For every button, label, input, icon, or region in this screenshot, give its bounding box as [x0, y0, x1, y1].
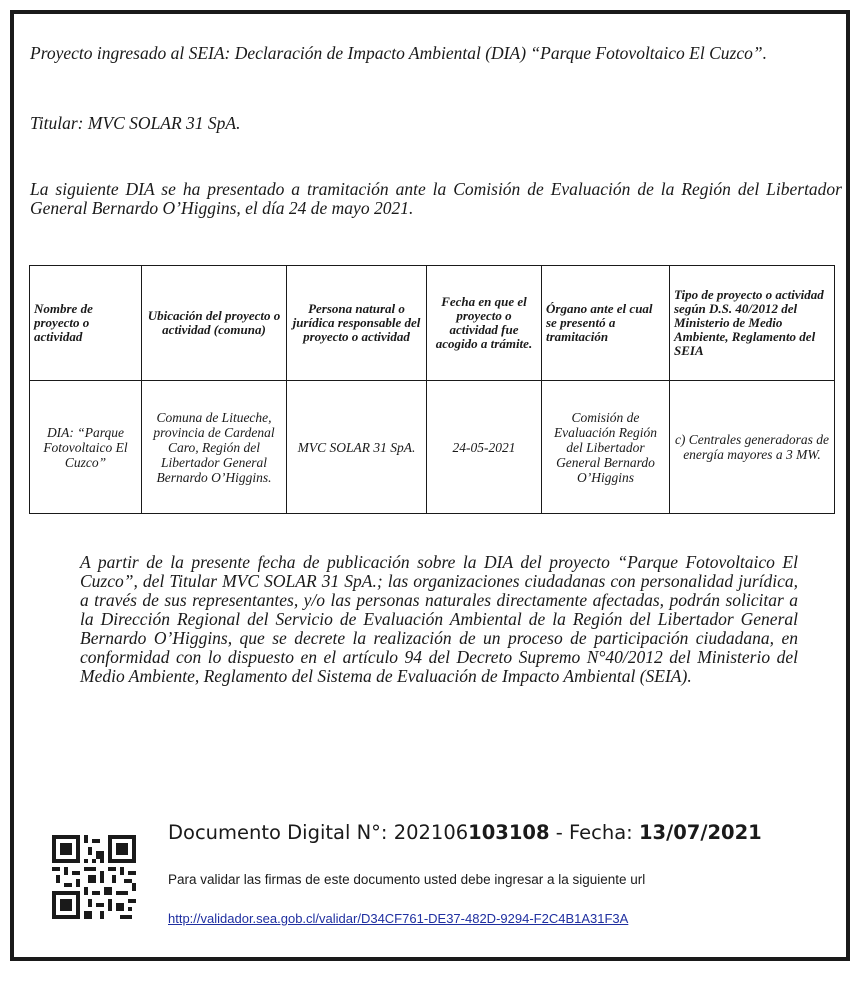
table-cell: Comisión de Evaluación Región del Libertador General Bernardo O’Higgins [542, 381, 670, 514]
table-cell: c) Centrales generadoras de energía mayores a 3 MW. [670, 381, 835, 514]
titular-line: Titular: MVC SOLAR 31 SpA. [30, 113, 241, 133]
table-cell: 24-05-2021 [427, 381, 542, 514]
table-header: Ubicación del proyecto o actividad (comuna) [142, 266, 287, 381]
table-row [30, 381, 835, 514]
table-cell: Comuna de Litueche, provincia de Cardenal Caro, Región del Libertador General Bernardo O’Higgins. [142, 381, 287, 514]
project-table [29, 265, 835, 514]
validation-instructions: Para validar las firmas de este documento usted debe ingresar a la siguiente url [168, 872, 646, 887]
table-header: Nombre de proyecto o actividad [30, 266, 142, 381]
doc-number-prefix: Documento Digital N°: 202106 [168, 821, 469, 844]
table-header: Fecha en que el proyecto o actividad fue acogido a trámite. [427, 266, 542, 381]
doc-number-bold: 103108 [468, 821, 550, 844]
table-header: Persona natural o jurídica responsable del proyecto o actividad [287, 266, 427, 381]
table-cell: DIA: “Parque Fotovoltaico El Cuzco” [30, 381, 142, 514]
presentation-line: La siguiente DIA se ha presentado a tramitación ante la Comisión de Evaluación de la Región del Libertador General Bernardo O’Higgins, el día 24 de mayo 2021. [30, 179, 842, 218]
validation-link[interactable]: http://validador.sea.gob.cl/validar/D34CF761-DE37-482D-9294-F2C4B1A31F3A [168, 911, 629, 926]
table-header-row [30, 266, 835, 381]
table-header: Órgano ante el cual se presentó a tramitación [542, 266, 670, 381]
body-paragraph: A partir de la presente fecha de publicación sobre la DIA del proyecto “Parque Fotovoltaico El Cuzco”, del Titular MVC SOLAR 31 SpA.; las organizaciones ciudadanas con personalidad jurídica, a través de sus representantes, y/o las personas naturales directamente afectadas, podrán solicitar a la Dirección Regional del Servicio de Evaluación Ambiental de la Región del Libertador General Bernardo O’Higgins, que se decrete la realización de un proceso de participación ciudadana, en conformidad con lo dispuesto en el artículo 94 del Decreto Supremo N°40/2012 del Ministerio del Medio Ambiente, Reglamento del Sistema de Evaluación de Impacto Ambiental (SEIA). [80, 552, 798, 686]
date-prefix: - Fecha: [549, 821, 639, 844]
qr-code-icon [52, 835, 136, 919]
table-cell: MVC SOLAR 31 SpA. [287, 381, 427, 514]
project-line: Proyecto ingresado al SEIA: Declaración de Impacto Ambiental (DIA) “Parque Fotovoltaico El Cuzco”. [30, 43, 767, 63]
table-header: Tipo de proyecto o actividad según D.S. 40/2012 del Ministerio de Medio Ambiente, Reglamento del SEIA [670, 266, 835, 381]
document-number-line [168, 821, 762, 845]
doc-date: 13/07/2021 [638, 821, 762, 844]
